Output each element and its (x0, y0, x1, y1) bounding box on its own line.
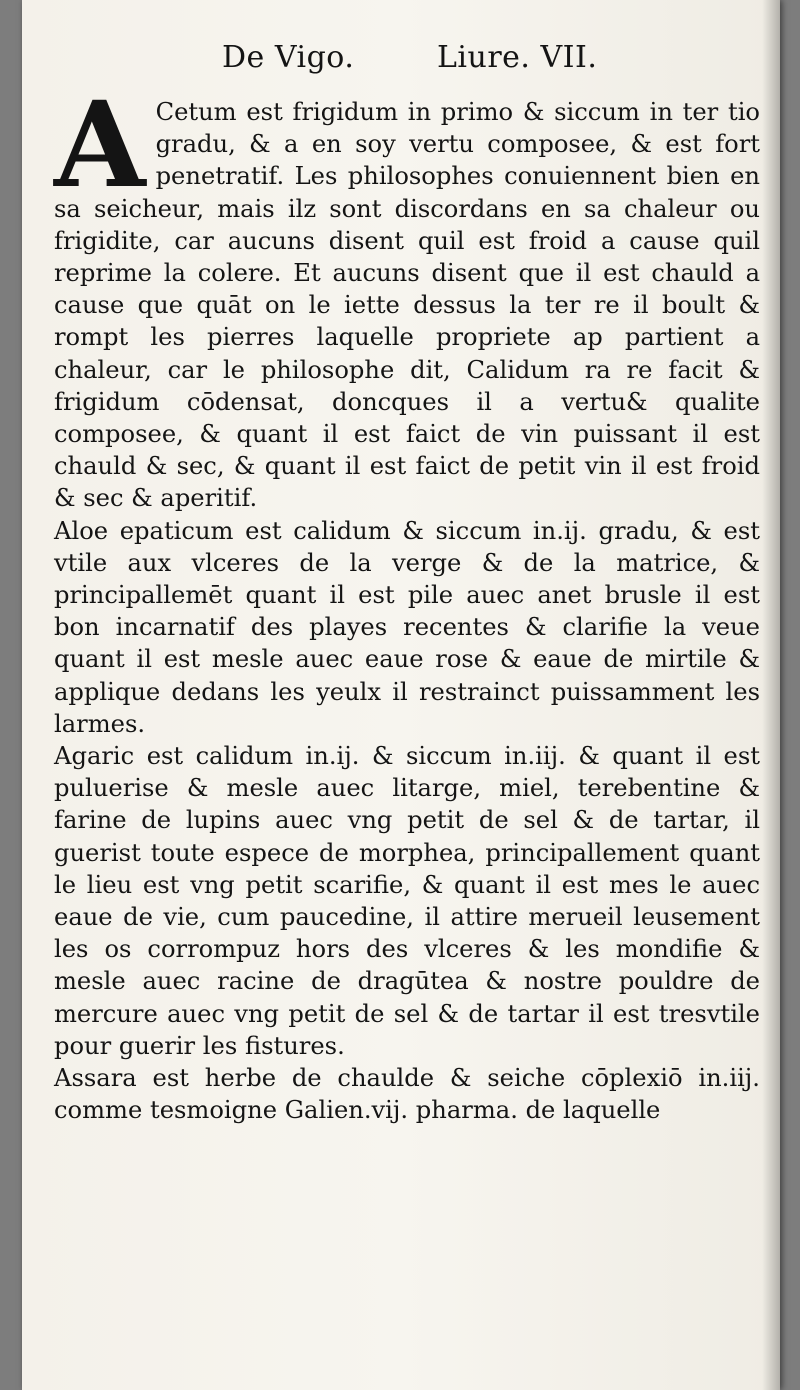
entry-acetum (54, 75, 760, 515)
header-book-number: Liure. VII. (437, 40, 598, 75)
entry-text: Aloe epaticum est calidum & siccum in.ij. gradu, & est vtile aux vlceres de la verge & de la matrice, & principallemēt quant il est pile auec anet brusle il est bon incarnatif des playes recentes & clarifie la veue quant il est mesle auec eaue rose & eaue de mirtile & applique dedans les yeulx il restrainct puissamment les larmes. (54, 516, 760, 738)
entry-text: Assara est herbe de chaulde & seiche cōplexiō in.iij. comme tesmoigne Galien.vij. pharma. de laquelle (54, 1064, 760, 1125)
drop-capital: A (54, 75, 146, 214)
running-header (222, 40, 602, 80)
entry-assara (54, 1062, 760, 1126)
page-body (54, 75, 760, 1127)
page-gutter-shadow (762, 0, 780, 1390)
book-page (22, 0, 780, 1390)
entry-aloe (54, 515, 760, 740)
entry-text: Cetum est frigidum in primo & siccum in ter tio gradu, & a en soy vertu composee, & est fort penetratif. Les philosophes conuiennent bien en sa seicheur, mais ilz sont discordans en sa chaleur ou frigidite, car aucuns disent quil est froid a cause quil reprime la colere. Et aucuns disent que il est chauld a cause que quāt on le iette dessus la ter re il boult & rompt les pierres laquelle propriete ap partient a chaleur, car le philosophe dit, Calidum ra re facit & frigidum cōdensat, doncques il a vertu& qualite composee, & quant il est faict de vin puissant il est chauld & sec, & quant il est faict de petit vin il est froid & sec & aperitif. (54, 98, 760, 513)
entry-agaric (54, 740, 760, 1062)
header-title: De Vigo. (222, 40, 355, 75)
entry-text: Agaric est calidum in.ij. & siccum in.iij. & quant il est puluerise & mesle auec litarge, miel, terebentine & farine de lupins auec vng petit de sel & de tartar, il guerist toute espece de morphea, principallement quant le lieu est vng petit scarifie, & quant il est mes le auec eaue de vie, cum paucedine, il attire merueil leusement les os corrompuz hors des vlceres & les mondifie & mesle auec racine de dragūtea & nostre pouldre de mercure auec vng petit de sel & de tartar il est tresvtile pour guerir les fistures. (54, 742, 760, 1060)
